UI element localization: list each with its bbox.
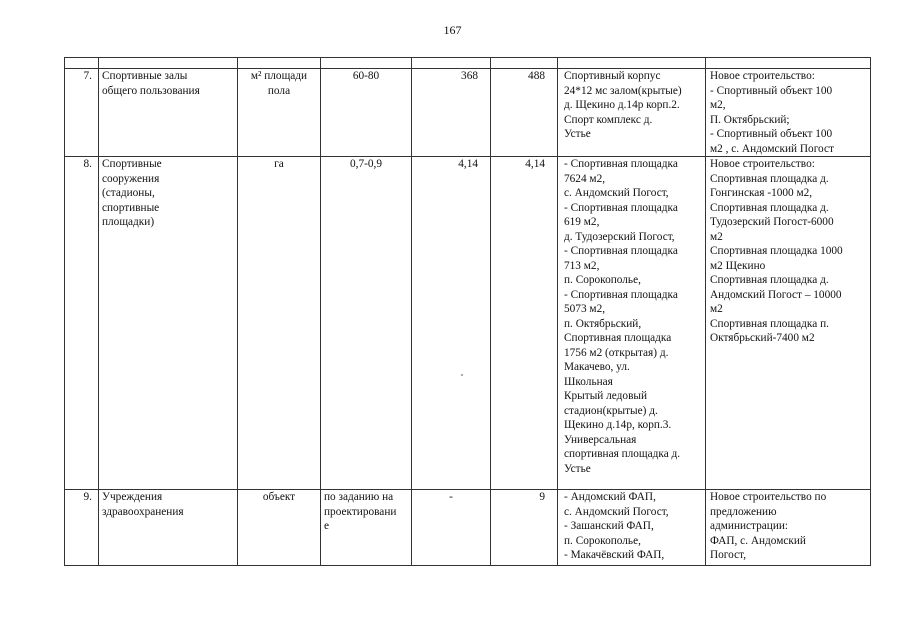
table-row — [65, 69, 871, 157]
norm: 0,7-0,9 — [321, 157, 412, 490]
scan-speck — [461, 374, 463, 376]
planning-table — [64, 57, 871, 566]
existing-objects: - Спортивная площадка 7624 м2, с. Андомский Погост, - Спортивная площадка 619 м2, д. Тудозерский Погост, - Спортивная площадка 713 м2, п. Сорокополье, - Спортивная площадка 5073 м2, п. Октябрьский, Спортивная площадка 1756 м2 (открытая) д. Макачево, ул. Школьная Крытый ледовый стадион(крытые) д. Щекино д.14р, корп.3. Универсальная спортивная площадка д. Устье — [558, 157, 706, 490]
header-cell — [99, 58, 238, 69]
norm: 60-80 — [321, 69, 412, 157]
total-value: 488 — [491, 69, 558, 157]
unit: объект — [238, 490, 321, 566]
facility-name: Учреждения здравоохранения — [99, 490, 238, 566]
header-cell — [238, 58, 321, 69]
unit: га — [238, 157, 321, 490]
facility-name: Спортивные сооружения (стадионы, спортивные площадки) — [99, 157, 238, 490]
existing-value: - — [412, 490, 491, 566]
row-number: 8. — [65, 157, 99, 490]
existing-objects: - Андомский ФАП, с. Андомский Погост, - Зашанский ФАП, п. Сорокополье, - Макачёвский ФАП, — [558, 490, 706, 566]
header-cell — [706, 58, 871, 69]
planned-construction: Новое строительство: Спортивная площадка д. Гонгинская -1000 м2, Спортивная площадка д. Тудозерский Погост-6000 м2 Спортивная площадка 1000 м2 Щекино Спортивная площадка д. Андомский Погост – 10000 м2 Спортивная площадка п. Октябрьский-7400 м2 — [706, 157, 871, 490]
page-number: 167 — [443, 23, 462, 37]
table-row — [65, 157, 871, 490]
unit: м² площади пола — [238, 69, 321, 157]
header-cell — [65, 58, 99, 69]
facility-name: Спортивные залы общего пользования — [99, 69, 238, 157]
existing-value: 4,14 — [412, 157, 491, 490]
header-cell — [412, 58, 491, 69]
header-cell — [558, 58, 706, 69]
header-cell — [491, 58, 558, 69]
row-number: 9. — [65, 490, 99, 566]
table-row — [65, 490, 871, 566]
header-cell — [321, 58, 412, 69]
existing-objects: Спортивный корпус 24*12 мс залом(крытые) д. Щекино д.14р корп.2. Спорт комплекс д. Устье — [558, 69, 706, 157]
existing-value: 368 — [412, 69, 491, 157]
planned-construction: Новое строительство: - Спортивный объект 100 м2, П. Октябрьский; - Спортивный объект 100 м2 , с. Андомский Погост — [706, 69, 871, 157]
total-value: 9 — [491, 490, 558, 566]
row-number: 7. — [65, 69, 99, 157]
table-header-row — [65, 58, 871, 69]
planned-construction: Новое строительство по предложению администрации: ФАП, с. Андомский Погост, — [706, 490, 871, 566]
total-value: 4,14 — [491, 157, 558, 490]
norm: по заданию на проектировани е — [321, 490, 412, 566]
